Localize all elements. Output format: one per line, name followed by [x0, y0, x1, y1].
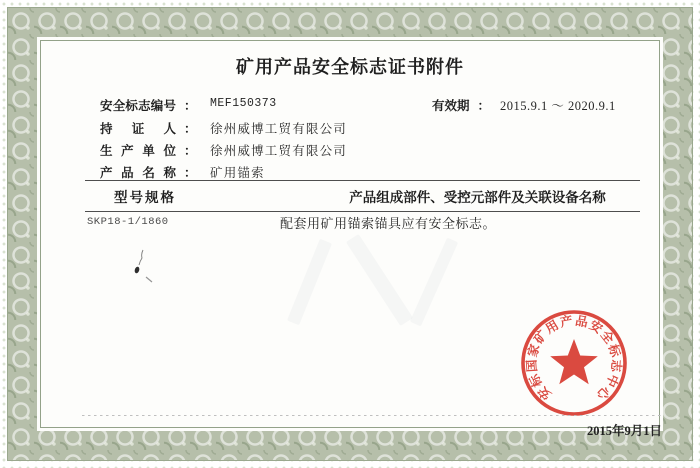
official-seal — [518, 307, 630, 419]
product-name-label: 产品名称 — [100, 166, 176, 180]
product-name-value: 矿用锚索 — [210, 166, 265, 180]
manufacturer-value: 徐州威博工贸有限公司 — [210, 144, 348, 158]
holder-colon: ： — [184, 122, 197, 136]
signature-dashed-rule — [82, 415, 664, 416]
ink-smudge — [118, 246, 166, 294]
manufacturer-colon: ： — [184, 144, 197, 158]
cert-no-label: 安全标志编号 — [100, 99, 176, 113]
validity-colon: ： — [477, 99, 491, 113]
validity-label: 有效期 — [432, 99, 470, 113]
field-product-name — [100, 163, 500, 180]
table-cell-description: 配套用矿用锚索锚具应有安全标志。 — [280, 216, 497, 231]
table-header-components: 产品组成部件、受控元部件及关联设备名称 — [349, 190, 606, 205]
field-manufacturer — [100, 141, 500, 158]
holder-label: 持证人 — [100, 122, 176, 136]
manufacturer-label: 生产单位 — [100, 144, 176, 158]
issue-date: 2015年9月1日 — [586, 424, 662, 438]
product-name-colon: ： — [184, 166, 197, 180]
cert-no-value: MEF150373 — [210, 97, 277, 110]
field-holder — [100, 119, 500, 136]
holder-value: 徐州威博工贸有限公司 — [210, 122, 348, 136]
seal-text: 安标国家矿用产品安全标志中心 — [524, 313, 624, 403]
seal-star-icon — [550, 339, 598, 384]
table-header-model: 型号规格 — [114, 190, 176, 205]
cert-no-colon: ： — [184, 99, 197, 113]
field-validity — [432, 96, 616, 114]
validity-value: 2015.9.1 ～ 2020.9.1 — [500, 99, 616, 113]
table-cell-model: SKP18-1/1860 — [87, 216, 169, 228]
table-top-rule — [85, 180, 640, 181]
field-cert-no — [100, 96, 660, 113]
table-header-rule — [85, 211, 640, 212]
certificate-title: 矿用产品安全标志证书附件 — [236, 57, 464, 77]
